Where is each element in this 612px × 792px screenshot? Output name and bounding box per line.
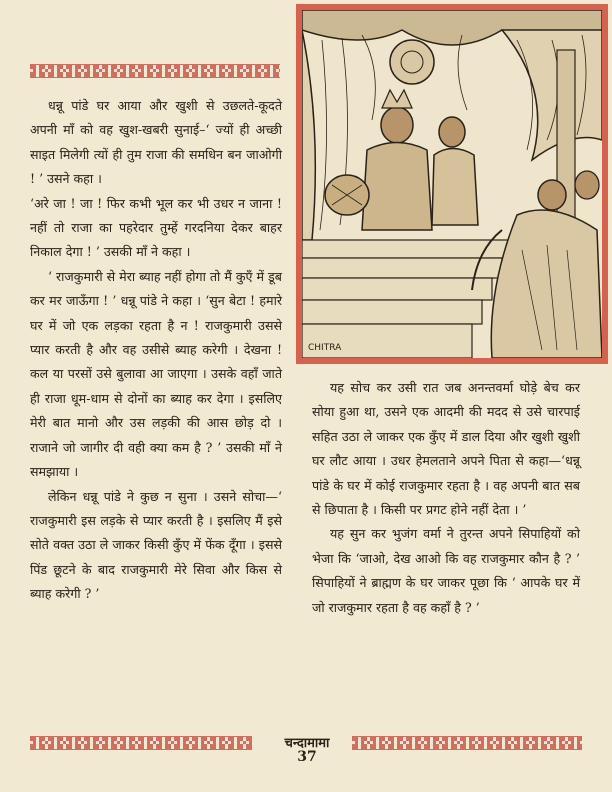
throne-room-drawing: [302, 10, 602, 358]
paragraph: लेकिन धन्नू पांडे ने कुछ न सुना । उसने सोचा—‘ राजकुमारी इस लड़के से प्यार करती है । इसलिए मैं इसे सोते वक्त उठा ले जाकर किसी कुँए में फेंक दूँगा । इससे पिंड छूटने के बाद राजकुमारी मेरे सिवा और किस से ब्याह करेगी ? ’: [30, 488, 282, 602]
left-text-column: [30, 94, 282, 607]
paragraph: ‘ राजकुमारी से मेरा ब्याह नहीं होगा तो मैं कुएँ में डूब कर मर जाऊँगा ! ’ धन्नू पांडे ने कहा । ‘सुन बेटा ! हमारे घर में जो एक लड़का रहता है न ! राजकुमारी उससे प्यार करती है और वह उसीसे ब्याह करेगी । देखना ! कल या परसों उसे बुलावा आ जाएगा । उसके वहाँ जाते ही राजा धूम-धाम से दोनों का ब्याह कर देगा । इसलिए मेरी बात मानो और उस लड़की की आस छोड़ दो । राजाने जो जागीर दी वही क्या कम है ? ’ उसकी माँ ने समझाया ।: [30, 268, 282, 480]
story-illustration: [296, 4, 608, 364]
decorative-border-bottom-left: [30, 736, 252, 750]
decorative-border-bottom-right: [352, 736, 582, 750]
magazine-name: चन्दामामा: [284, 736, 330, 751]
paragraph: ‘अरे जा ! जा ! फिर कभी भूल कर भी उधर न जाना ! नहीं तो राजा का पहरेदार तुम्हें गरदनिया देकर बाहर निकाल देगा ! ’ उसकी माँ ने कहा ।: [30, 195, 282, 260]
right-text-column: [312, 376, 580, 620]
paragraph: यह सुन कर भुजंग वर्मा ने तुरन्त अपने सिपाहियों को भेजा कि ‘जाओ, देख आओ कि वह राजकुमार कौन है ? ’ सिपाहियों ने ब्राह्मण के घर जाकर पूछा कि ‘ आपके घर में जो राजकुमार रहता है वह कहाँ है ? ’: [312, 526, 580, 615]
illustrator-signature: CHITRA: [308, 343, 342, 353]
page-number: 37: [297, 749, 317, 765]
decorative-border-top: [30, 64, 280, 78]
paragraph: यह सोच कर उसी रात जब अनन्तवर्मा घोड़े बेच कर सोया हुआ था, उसने एक आदमी की मदद से उसे चारपाई सहित उठा ले जाकर एक कुँए में डाल दिया और खुशी खुशी घर लौट आया । उधर हेमलताने अपने पिता से कहा—‘धन्नू पांडे के घर में कोई राजकुमार रहता है । वह अपनी बात सब से छिपाता है । किसी पर प्रगट होने नहीं देता । ’: [312, 380, 580, 518]
paragraph: धन्नू पांडे घर आया और खुशी से उछलते-कूदते अपनी माँ को वह खुश-खबरी सुनाई–‘ ज्यों ही अच्छी साइत मिलेगी त्यों ही तुम राजा की समधिन बन जाओगी ! ’ उसने कहा ।: [30, 98, 282, 187]
